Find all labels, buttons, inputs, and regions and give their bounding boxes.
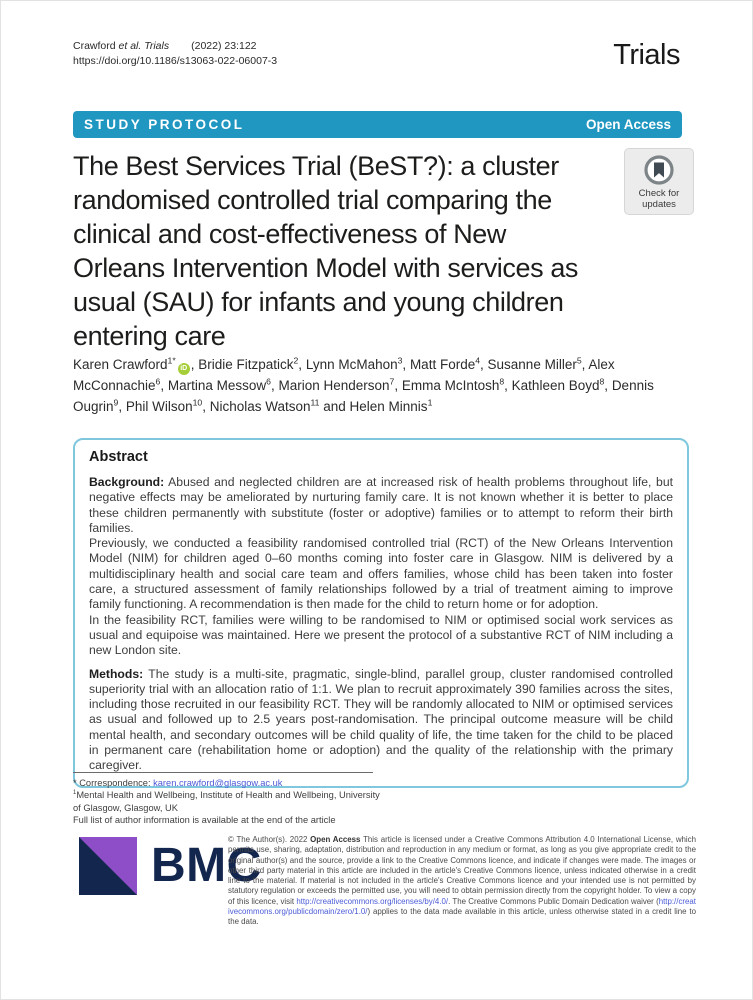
author-name: Susanne Miller bbox=[487, 357, 577, 372]
article-type-banner bbox=[73, 111, 682, 138]
author-affiliation-sup: 10 bbox=[192, 397, 203, 408]
author-name: Marion Henderson bbox=[278, 378, 390, 393]
author-affiliation-sup: 4 bbox=[475, 355, 481, 366]
doi-link[interactable]: https://doi.org/10.1186/s13063-022-06007-3 bbox=[73, 55, 278, 67]
author-affiliation-sup: 8 bbox=[499, 376, 505, 387]
author-name: Martina Messow bbox=[167, 378, 267, 393]
author-affiliation-sup: 7 bbox=[389, 376, 395, 387]
author-affiliation-sup: 6 bbox=[266, 376, 271, 387]
author-affiliation-sup: 1 bbox=[427, 397, 433, 408]
author-separator: , bbox=[402, 357, 410, 372]
author-name: Nicholas Watson bbox=[209, 399, 311, 414]
background-label: Background: bbox=[89, 475, 165, 489]
article-type-label: STUDY PROTOCOL bbox=[84, 117, 245, 132]
abstract-box bbox=[73, 438, 689, 788]
affiliation-sup: 1 bbox=[73, 790, 77, 797]
citation-ref: (2022) 23:122 bbox=[191, 40, 257, 52]
author-separator: , bbox=[298, 357, 306, 372]
author-separator: , bbox=[581, 357, 589, 372]
author-name: Emma McIntosh bbox=[401, 378, 500, 393]
article-title bbox=[73, 149, 633, 353]
affiliation-line bbox=[73, 789, 385, 814]
open-access-emphasis: Open Access bbox=[310, 835, 361, 844]
author-name: Matt Forde bbox=[409, 357, 476, 372]
article-title-line: The Best Services Trial (BeST?): a cluster bbox=[73, 151, 559, 181]
background-text-2: Previously, we conducted a feasibility randomised controlled trial (RCT) of the New Orleans Intervention Model (NIM) for children aged 0–60 months coming into foster care in Glasgow. NIM is delivered by a multidisciplinary health and social care team and offers families, whose child has been taken into foster care, a structured assessment of family relationships followed by a trial of treatment aiming to improve family functioning. A recommendation is then made for the child to return home or for adoption. bbox=[89, 536, 673, 612]
abstract-heading: Abstract bbox=[89, 449, 148, 465]
footnote-divider bbox=[73, 772, 373, 773]
affiliation-text: Mental Health and Wellbeing, Institute of Health and Wellbeing, University of Glasgow, Glasgow, UK bbox=[73, 790, 380, 813]
author-separator: and bbox=[319, 399, 350, 414]
copyright-segment: ) applies to the data made available in this article, unless otherwise stated in a credit line to the data. bbox=[228, 907, 696, 927]
open-access-label: Open Access bbox=[585, 117, 671, 132]
citation-line bbox=[73, 39, 277, 54]
author-affiliation-sup: 5 bbox=[576, 355, 582, 366]
correspondence-line bbox=[73, 777, 385, 789]
correspondence-label: * Correspondence: bbox=[73, 778, 154, 788]
citation-author: Crawford bbox=[73, 40, 116, 52]
abstract-background bbox=[89, 475, 673, 659]
bmc-logo-mark-icon bbox=[79, 837, 137, 895]
author-name: Dennis Ougrin bbox=[73, 378, 654, 414]
author-affiliation-sup: 1* bbox=[167, 355, 176, 366]
article-title-line: Orleans Intervention Model with services as bbox=[73, 253, 579, 283]
author-list bbox=[73, 354, 687, 417]
check-updates-badge[interactable] bbox=[624, 148, 694, 215]
footnote-block bbox=[73, 772, 385, 827]
methods-label: Methods: bbox=[89, 666, 144, 681]
article-title-line: randomised controlled trial comparing the bbox=[73, 185, 552, 215]
author-separator: , bbox=[504, 378, 512, 393]
copyright-segment: . The Creative Commons Public Domain Dedication waiver ( bbox=[448, 896, 659, 906]
author-name: Lynn McMahon bbox=[305, 357, 398, 372]
author-affiliation-sup: 11 bbox=[310, 397, 320, 408]
author-affiliation-sup: 3 bbox=[397, 355, 403, 366]
article-title-line: entering care bbox=[73, 321, 226, 351]
author-affiliation-sup: 9 bbox=[113, 397, 119, 408]
article-title-line: usual (SAU) for infants and young children bbox=[73, 287, 564, 317]
author-name: Alex McConnachie bbox=[73, 357, 615, 393]
author-separator: , bbox=[270, 378, 279, 393]
author-name: Phil Wilson bbox=[125, 399, 193, 414]
background-text-1: Abused and neglected children are at increased risk of health problems throughout life, but negative effects may be ameliorated by nurturing family care. It is not known whether it is better to place these children permanently with substitute (foster or adoptive) families or to attempt to reform their birth families. bbox=[89, 475, 674, 535]
author-separator: , bbox=[604, 378, 612, 393]
author-info-note: Full list of author information is available at the end of the article bbox=[73, 815, 336, 826]
citation-header bbox=[73, 39, 277, 69]
orcid-icon[interactable]: iD bbox=[178, 363, 190, 375]
author-name: Karen Crawford bbox=[73, 357, 168, 372]
author-name: Bridie Fitzpatick bbox=[198, 357, 294, 372]
author-affiliation-sup: 6 bbox=[155, 376, 161, 387]
author-separator: , bbox=[480, 357, 488, 372]
journal-wordmark: Trials bbox=[613, 39, 680, 71]
author-name: Helen Minnis bbox=[349, 399, 428, 414]
author-separator: , bbox=[160, 378, 168, 393]
copyright-text bbox=[228, 835, 696, 928]
author-separator: , bbox=[190, 357, 199, 372]
citation-journal: et al. Trials bbox=[118, 40, 170, 52]
article-title-line: clinical and cost-effectiveness of New bbox=[73, 219, 507, 249]
abstract-methods bbox=[89, 667, 673, 774]
correspondence-email-link[interactable]: karen.crawford@glasgow.ac.uk bbox=[153, 778, 283, 788]
author-name: Kathleen Boyd bbox=[511, 378, 600, 393]
copyright-segment: © The Author(s). 2022 bbox=[228, 835, 311, 844]
check-updates-label-2: updates bbox=[642, 199, 676, 210]
author-separator: , bbox=[202, 399, 210, 414]
author-affiliation-sup: 2 bbox=[293, 355, 299, 366]
author-separator: , bbox=[118, 399, 126, 414]
methods-text: The study is a multi-site, pragmatic, single-blind, parallel group, cluster randomised controlled superiority trial with an allocation ratio of 1:1. We plan to recruit approximately 390 families across the sites, including those recruited in our feasibility RCT. They will be randomly allocated to NIM or optimised services as usual and followed up to 2.5 years post-randomisation. The principal outcome measure will be child mental health, and secondary outcomes will be child quality of life, the time taken for the child to be placed in permanent care (rehabilitation home or adoption) and the quality of the relationship with the primary caregiver. bbox=[89, 666, 674, 773]
author-affiliation-sup: 8 bbox=[599, 376, 605, 387]
bmc-logo-text: BMC bbox=[151, 839, 262, 892]
license-link[interactable]: http://creativecommons.org/publicdomain/zero/1.0/ bbox=[228, 896, 696, 917]
license-link[interactable]: http://creativecommons.org/licenses/by/4.0/ bbox=[296, 896, 449, 906]
author-separator: , bbox=[394, 378, 402, 393]
copyright-segment: This article is licensed under a Creative Commons Attribution 4.0 International License, which permits use, sharing, adaptation, distribution and reproduction in any medium or format, as long as you give appropriate credit to the original author(s) and the source, provide a link to the Creative Commons licence, and indicate if changes were made. The images or other third party material in this article are included in the article's Creative Commons licence, unless indicated otherwise in a credit line to the material. If material is not included in the article's Creative Commons licence and your intended use is not permitted by statutory regulation or exceeds the permitted use, you will need to obtain permission directly from the copyright holder. To view a copy of this licence, visit bbox=[228, 835, 697, 906]
check-updates-label-1: Check for bbox=[638, 188, 680, 199]
bookmark-icon bbox=[642, 154, 676, 188]
background-text-3: In the feasibility RCT, families were willing to be randomised to NIM or optimised social work services as usual and equipoise was maintained. Here we present the protocol of a substantive RCT of NIM including a new London site. bbox=[89, 612, 673, 658]
